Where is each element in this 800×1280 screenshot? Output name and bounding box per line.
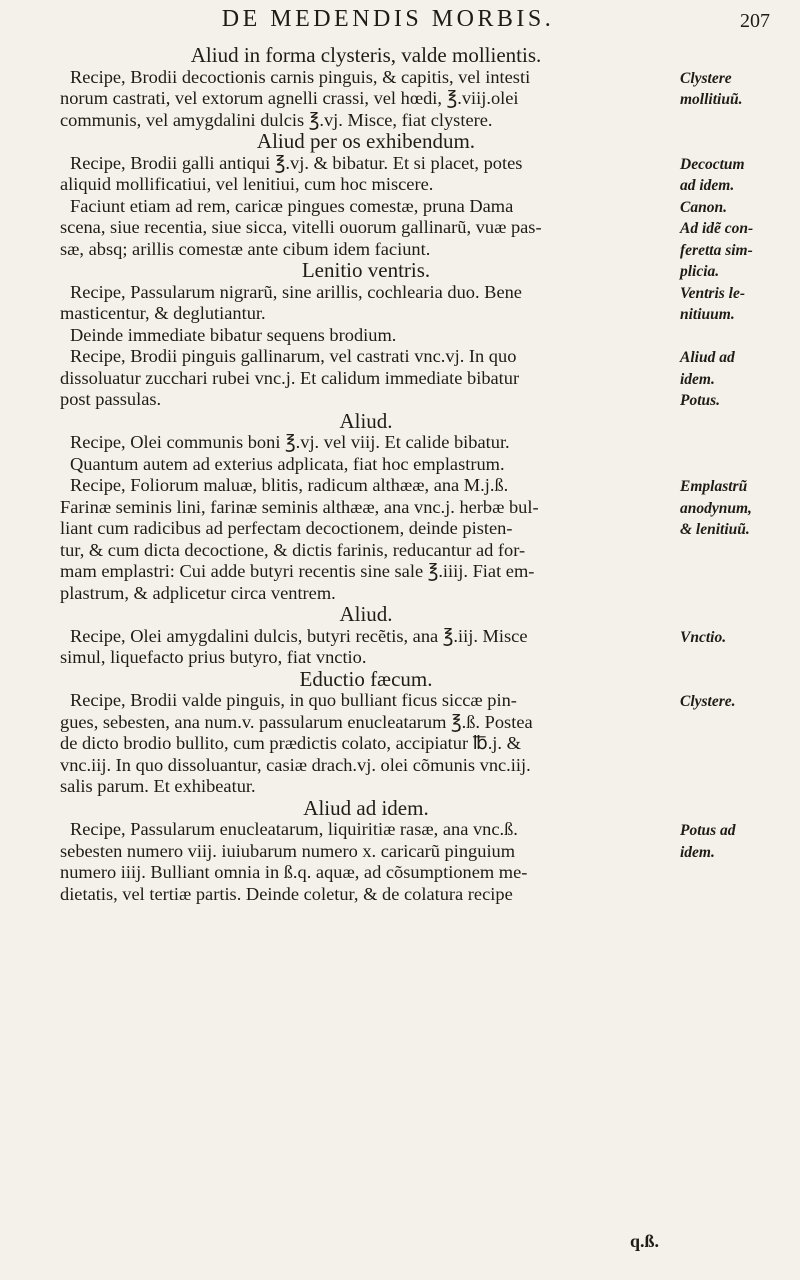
text-line: Recipe, Brodii valde pinguis, in quo bulliant ficus siccæ pin- [70, 690, 517, 710]
margin-note: idem. [680, 370, 715, 388]
margin-note: Potus. [680, 392, 721, 409]
text-line: salis parum. Et exhibeatur. [60, 776, 256, 796]
margin-note: Ventris le- [680, 284, 746, 302]
margin-note: Decoctum [680, 155, 745, 173]
text-line: tur, & cum dicta decoctione, & dictis farinis, reducantur ad for- [60, 539, 526, 560]
text-line: dietatis, vel tertiæ partis. Deinde coletur, & de colatura recipe [60, 883, 513, 904]
margin-note: anodynum, [680, 499, 752, 517]
margin-note: Clystere. [680, 693, 736, 710]
text-line: Recipe, Brodii galli antiqui ℥.vj. & bibatur. Et si placet, potes [70, 152, 523, 173]
text-line: simul, liquefacto prius butyro, fiat vnctio. [60, 647, 367, 667]
text-line: post passulas. [60, 389, 162, 409]
text-line: mam emplastri: Cui adde butyri recentis sine sale ℥.iiij. Fiat em- [60, 561, 535, 581]
section-heading: Aliud. [339, 410, 393, 432]
text-line: Recipe, Brodii decoctionis carnis pinguis, & capitis, vel intesti [70, 66, 531, 87]
section-heading: Eductio fæcum. [299, 668, 433, 690]
text-line: Recipe, Passularum nigrarũ, sine arillis, cochlearia duo. Bene [70, 281, 522, 302]
catchword: q.ß. [630, 1231, 660, 1251]
text-line: vnc.iij. In quo dissoluantur, casiæ drach.vj. olei cõmunis vnc.iij. [60, 754, 531, 775]
text-line: scena, siue recentia, siue sicca, vitelli ouorum gallinarũ, vuæ pas- [60, 217, 542, 237]
section-heading: Aliud per os exhibendum. [256, 131, 476, 153]
text-line: aliquid mollificatiui, vel lenitiui, cum hoc miscere. [60, 174, 434, 194]
margin-note: plicia. [680, 263, 720, 280]
text-line: de dicto brodio bullito, cum prædictis colato, accipiatur ℔.j. & [60, 733, 521, 753]
text-line: Quantum autem ad exterius adplicata, fiat hoc emplastrum. [70, 453, 505, 474]
text-line: Recipe, Brodii pinguis gallinarum, vel castrati vnc.vj. In quo [70, 346, 517, 366]
margin-note: Emplastrũ [680, 478, 748, 495]
margin-note: Potus ad [680, 822, 736, 839]
margin-note: Canon. [680, 198, 727, 216]
text-line: Recipe, Foliorum maluæ, blitis, radicum althææ, ana M.j.ß. [70, 475, 509, 495]
margin-note: feretta sim- [680, 241, 753, 259]
margin-note: ad idem. [680, 177, 735, 194]
text-line: communis, vel amygdalini dulcis ℥.vj. Misce, fiat clystere. [60, 109, 493, 130]
margin-note: Aliud ad [680, 349, 735, 366]
section-heading: Aliud in forma clysteris, valde mollientis. [190, 45, 542, 67]
text-line: Faciunt etiam ad rem, caricæ pingues comestæ, pruna Dama [70, 195, 514, 216]
text-line: Recipe, Olei communis boni ℥.vj. vel viij. Et calide bibatur. [70, 432, 510, 452]
text-line: Deinde immediate bibatur sequens brodium. [70, 324, 397, 345]
text-line: norum castrati, vel extorum agnelli crassi, vel hœdi, ℥.viij.olei [60, 88, 519, 108]
section-heading: Aliud ad idem. [303, 797, 429, 819]
text-line: dissoluatur zucchari rubei vnc.j. Et calidum immediate bibatur [60, 367, 520, 388]
margin-note: mollitiuũ. [680, 91, 743, 108]
text-line: liant cum radicibus ad perfectam decoctionem, deinde pisten- [60, 518, 513, 538]
page-number: 207 [740, 10, 770, 32]
margin-note: Ad idẽ con- [680, 220, 754, 237]
text-line: numero iiij. Bulliant omnia in ß.q. aquæ, ad cõsumptionem me- [60, 862, 528, 882]
section-heading: Aliud. [339, 604, 393, 626]
margin-note: & lenitiuũ. [680, 521, 750, 538]
text-line: Recipe, Passularum enucleatarum, liquiritiæ rasæ, ana vnc.ß. [70, 819, 518, 839]
section-heading: Lenitio ventris. [301, 260, 431, 282]
margin-note: idem. [680, 843, 715, 861]
text-line: gues, sebesten, ana num.v. passularum enucleatarum ℥.ß. Postea [60, 711, 533, 732]
text-line: masticentur, & deglutiantur. [60, 303, 266, 323]
running-title: DE MEDENDIS MORBIS. [221, 6, 555, 32]
body-text [60, 45, 672, 905]
margin-note: nitiuum. [680, 306, 735, 323]
text-line: plastrum, & adplicetur circa ventrem. [60, 582, 336, 603]
margin-note: Clystere [680, 69, 732, 87]
text-line: sebesten numero viij. iuiubarum numero x. caricarũ pinguium [60, 840, 516, 861]
text-line: Farinæ seminis lini, farinæ seminis althææ, ana vnc.j. herbæ bul- [60, 496, 539, 517]
text-line: sæ, absq; arillis comestæ ante cibum idem faciunt. [60, 238, 431, 259]
text-line: Recipe, Olei amygdalini dulcis, butyri recẽtis, ana ℥.iij. Misce [70, 625, 528, 646]
margin-note: Vnctio. [680, 628, 727, 646]
